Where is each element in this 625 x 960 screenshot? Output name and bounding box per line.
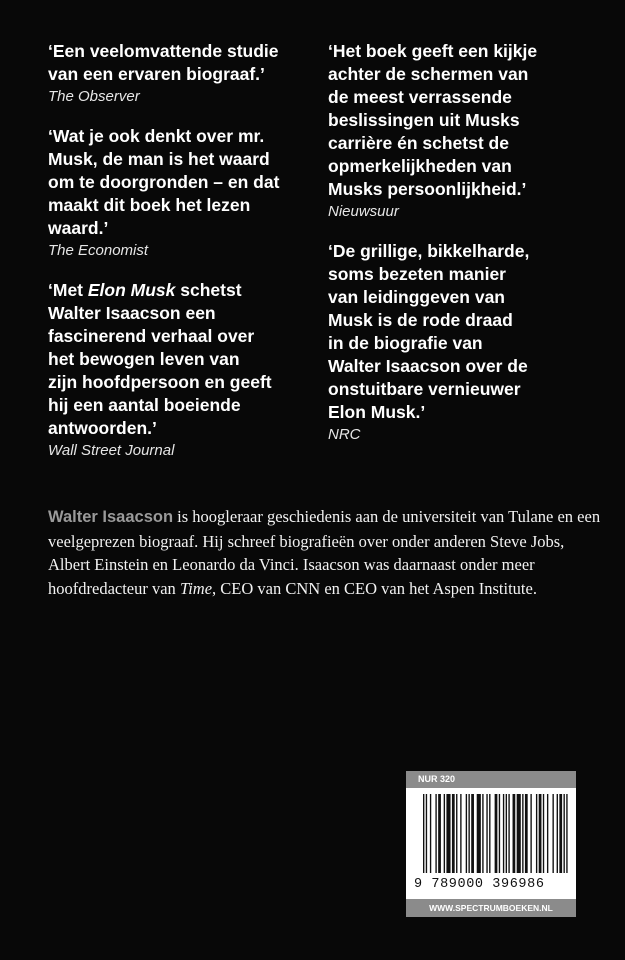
quote-line: Musks persoonlijkheid.’ [328, 179, 527, 199]
barcode-bar [499, 794, 500, 873]
quote-line: ‘Het boek geeft een kijkje [328, 41, 538, 61]
quote-line: ‘Een veelomvattende studie [48, 41, 279, 61]
quote-line-suffix: schetst [175, 280, 242, 300]
quote-line: om te doorgronden – en dat [48, 172, 280, 192]
quote-source: NRC [328, 426, 361, 443]
barcode-bar [543, 794, 544, 873]
barcode-bar [495, 794, 498, 873]
quote-line: het bewogen leven van [48, 349, 240, 369]
barcode-bar [557, 794, 558, 873]
barcode-bar [530, 794, 531, 873]
barcode-bar [539, 794, 542, 873]
barcode-bar [423, 794, 424, 873]
quote-line: antwoorden.’ [48, 418, 157, 438]
quotes-right-column [328, 40, 590, 463]
quote-observer [48, 40, 310, 107]
barcode-bar [552, 794, 553, 873]
barcode-bar [460, 794, 461, 873]
barcode-bar [536, 794, 537, 873]
barcode-bar [430, 794, 431, 873]
quote-line: hij een aantal boeiende [48, 395, 241, 415]
quote-line: ‘Wat je ook denkt over mr. [48, 126, 265, 146]
quote-source: The Observer [48, 88, 140, 105]
isbn-number: 9 789000 396986 [414, 877, 545, 892]
barcode-icon [423, 794, 569, 873]
quote-source: Wall Street Journal [48, 442, 175, 459]
barcode-bar [508, 794, 509, 873]
author-name: Walter Isaacson [48, 508, 174, 526]
quotes-left-column [48, 40, 310, 479]
quote-nrc [328, 240, 590, 445]
quote-line: fascinerend verhaal over [48, 326, 255, 346]
barcode-bar [468, 794, 469, 873]
barcode-bar [446, 794, 450, 873]
quote-line: opmerkelijkheden van [328, 156, 512, 176]
quote-source: Nieuwsuur [328, 203, 399, 220]
quote-source: The Economist [48, 242, 149, 259]
quote-text [48, 125, 310, 240]
nur-code: NUR 320 [406, 771, 576, 788]
quote-line: de meest verrassende [328, 87, 512, 107]
quote-line: Elon Musk.’ [328, 402, 426, 422]
barcode-bar [503, 794, 504, 873]
barcode-bar [452, 794, 455, 873]
quote-line: Walter Isaacson over de [328, 356, 528, 376]
barcode-bar [547, 794, 548, 873]
barcode-bar [559, 794, 562, 873]
barcode-bar [566, 794, 567, 873]
barcode-bar [489, 794, 490, 873]
barcode-bar [466, 794, 467, 873]
barcode-bar [563, 794, 564, 873]
quote-line: zijn hoofdpersoon en geeft [48, 372, 272, 392]
barcode-block [406, 771, 576, 917]
quote-line: van een ervaren biograaf.’ [48, 64, 265, 84]
barcode-bar [482, 794, 483, 873]
quote-nieuwsuur [328, 40, 590, 222]
quote-line: ‘De grillige, bikkelharde, [328, 241, 530, 261]
book-title: Elon Musk [87, 280, 176, 300]
quote-text [328, 240, 590, 424]
barcode-bar [435, 794, 436, 873]
barcode-bar [426, 794, 427, 873]
barcode-bar [444, 794, 445, 873]
quote-line: soms bezeten manier [328, 264, 506, 284]
barcode-bar [525, 794, 528, 873]
quote-line: waard.’ [48, 218, 109, 238]
quote-line: Musk is de rode draad [328, 310, 513, 330]
author-bio [48, 505, 608, 600]
barcode-bar [517, 794, 521, 873]
barcode-bar [438, 794, 441, 873]
barcode-bar [506, 794, 507, 873]
quote-line: maakt dit boek het lezen [48, 195, 251, 215]
quote-line: Musk, de man is het waard [48, 149, 270, 169]
quote-text [328, 40, 590, 201]
quote-line [48, 279, 310, 302]
barcode-bar [522, 794, 523, 873]
bio-text-end: , CEO van CNN en CEO van het Aspen Institute. [212, 578, 537, 598]
magazine-title: Time [179, 578, 213, 598]
barcode-bar [471, 794, 474, 873]
quote-line-prefix: ‘Met [48, 280, 88, 300]
quote-line: beslissingen uit Musks [328, 110, 520, 130]
barcode-bar [456, 794, 457, 873]
quote-line: onstuitbare vernieuwer [328, 379, 521, 399]
publisher-url: WWW.SPECTRUMBOEKEN.NL [406, 899, 576, 917]
quote-line: carrière én schetst de [328, 133, 509, 153]
barcode-bar [477, 794, 481, 873]
barcode-bar [486, 794, 487, 873]
quote-text [48, 40, 310, 86]
quote-line: Walter Isaacson een [48, 303, 216, 323]
bio-text: is hoogleraar geschiedenis aan de universiteit van Tulane en een veelgeprezen biograaf. Hij schreef biografieën over onder anderen Steve Jobs, Albert Einstein en Leonardo da Vinci. Isaacson was daarnaast onder meer hoofdredacteur van [48, 507, 601, 598]
barcode-bar [513, 794, 516, 873]
quote-line: achter de schermen van [328, 64, 529, 84]
quote-line: van leidinggeven van [328, 287, 505, 307]
quote-line: in de biografie van [328, 333, 483, 353]
quote-economist [48, 125, 310, 261]
quote-wsj [48, 279, 310, 461]
quote-text [48, 279, 310, 440]
